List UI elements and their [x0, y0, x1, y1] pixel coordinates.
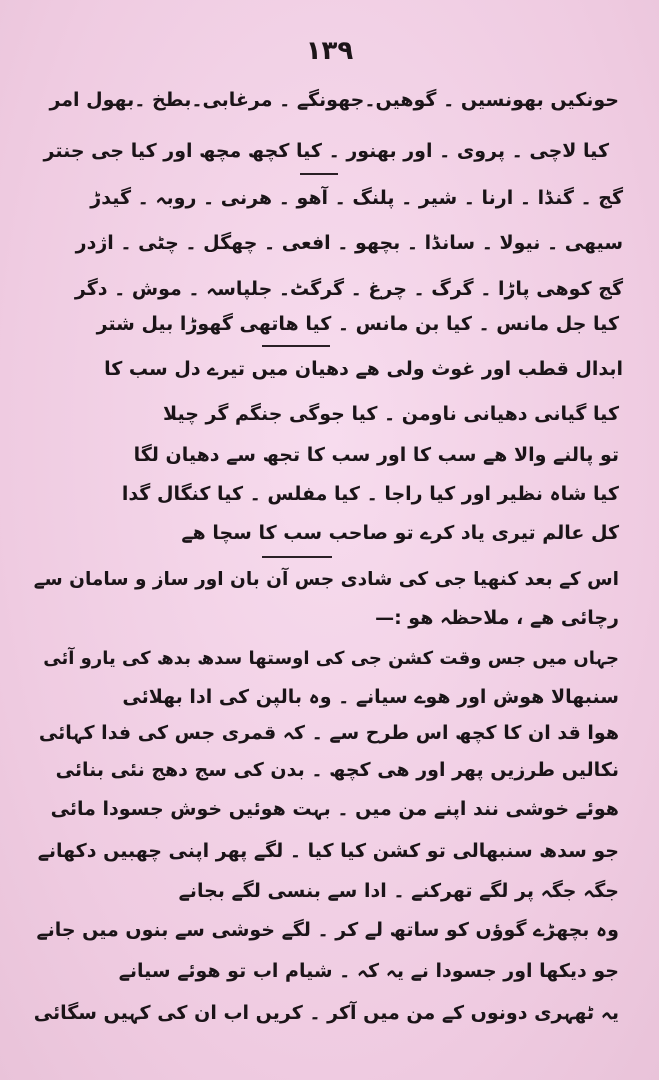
verse-line: جو سدھ سنبھالی تو کشن کیا کیا ۔ لگے پھر اپنی چھبیں دکھانے — [37, 840, 619, 862]
verse-line: یہ ٹھہری دونوں کے من میں آکر ۔ کریں اب ان کی کہیں سگائی — [33, 1002, 619, 1024]
verse-line: جہاں میں جس وقت کشن جی کی اوستھا سدھ بدھ کی یارو آئی — [43, 648, 619, 669]
text-line: حونکیں بھونسیں ۔ گوھیں۔جھونگے ۔ مرغابی۔بطخ ۔بھول امر — [49, 89, 619, 111]
text-line: گج کوھی پاڑا ۔ گرگ ۔ چرغ ۔ گرگٹ۔ جلپاسہ ۔ موش ۔ دگر — [74, 278, 623, 300]
text-line: کیا جل مانس ۔ کیا بن مانس ۔ کیا ھاتھی گھوڑا بیل شتر — [96, 313, 619, 335]
verse-line: ھوئے خوشی نند اپنے من میں ۔ بہت ھوئیں خوش جسودا مائی — [50, 798, 619, 820]
paragraph-line: رچائی ھے ، ملاحظہ ھو :— — [375, 607, 619, 629]
divider — [262, 556, 332, 558]
text-line: تو پالنے والا ھے سب کا اور سب کا تجھ سے دھیان لگا — [133, 444, 619, 466]
verse-line: جو دیکھا اور جسودا نے یہ کہ ۔ شیام اب تو ھوئے سیانے — [118, 960, 619, 982]
text-line: کیا گیانی دھیانی ناومن ۔ کیا جوگی جنگم گر چیلا — [163, 403, 619, 425]
page-number: ۱۳۹ — [305, 36, 354, 66]
verse-line: نکالیں طرزیں پھر اور ھی کچھ ۔ بدن کی سج دھج نئی بنائی — [55, 759, 619, 781]
text-line: کل عالم تیری یاد کرے تو صاحب سب کا سچا ھے — [181, 522, 619, 544]
divider — [262, 345, 330, 347]
text-line: سیھی ۔ نیولا ۔ سانڈا ۔ بچھو ۔ افعی ۔ چھگل ۔ چٹی ۔ اژدر — [75, 232, 623, 254]
verse-line: ھوا قد ان کا کچھ اس طرح سے ۔ کہ قمری جس کی فدا کہائی — [38, 722, 619, 744]
text-line: گج ۔ گنڈا ۔ ارنا ۔ شیر ۔ پلنگ ۔ آھو ۔ ھرنی ۔ روبہ ۔ گیدڑ — [90, 187, 623, 209]
divider — [300, 173, 338, 175]
text-line: ابدال قطب اور غوث ولی ھے دھیان میں تیرے دل سب کا — [104, 358, 623, 380]
verse-line: سنبھالا ھوش اور ھوے سیانے ۔ وہ بالپن کی ادا بھلائی — [122, 686, 619, 708]
paragraph-line: اس کے بعد کنھیا جی کی شادی جس آن بان اور ساز و سامان سے — [33, 569, 619, 590]
text-line: کیا لاچی ۔ پروی ۔ اور بھنور ۔ کیا کچھ مچھ اور کیا جی جنتر — [43, 140, 609, 162]
verse-line: وہ بچھڑے گوؤں کو ساتھ لے کر ۔ لگے خوشی سے بنوں میں جانے — [36, 919, 619, 941]
text-line: کیا شاہ نظیر اور کیا راجا ۔ کیا مفلس ۔ کیا کنگال گدا — [121, 483, 619, 505]
verse-line: جگہ جگہ پر لگے تھرکنے ۔ ادا سے بنسی لگے بجانے — [178, 880, 619, 902]
